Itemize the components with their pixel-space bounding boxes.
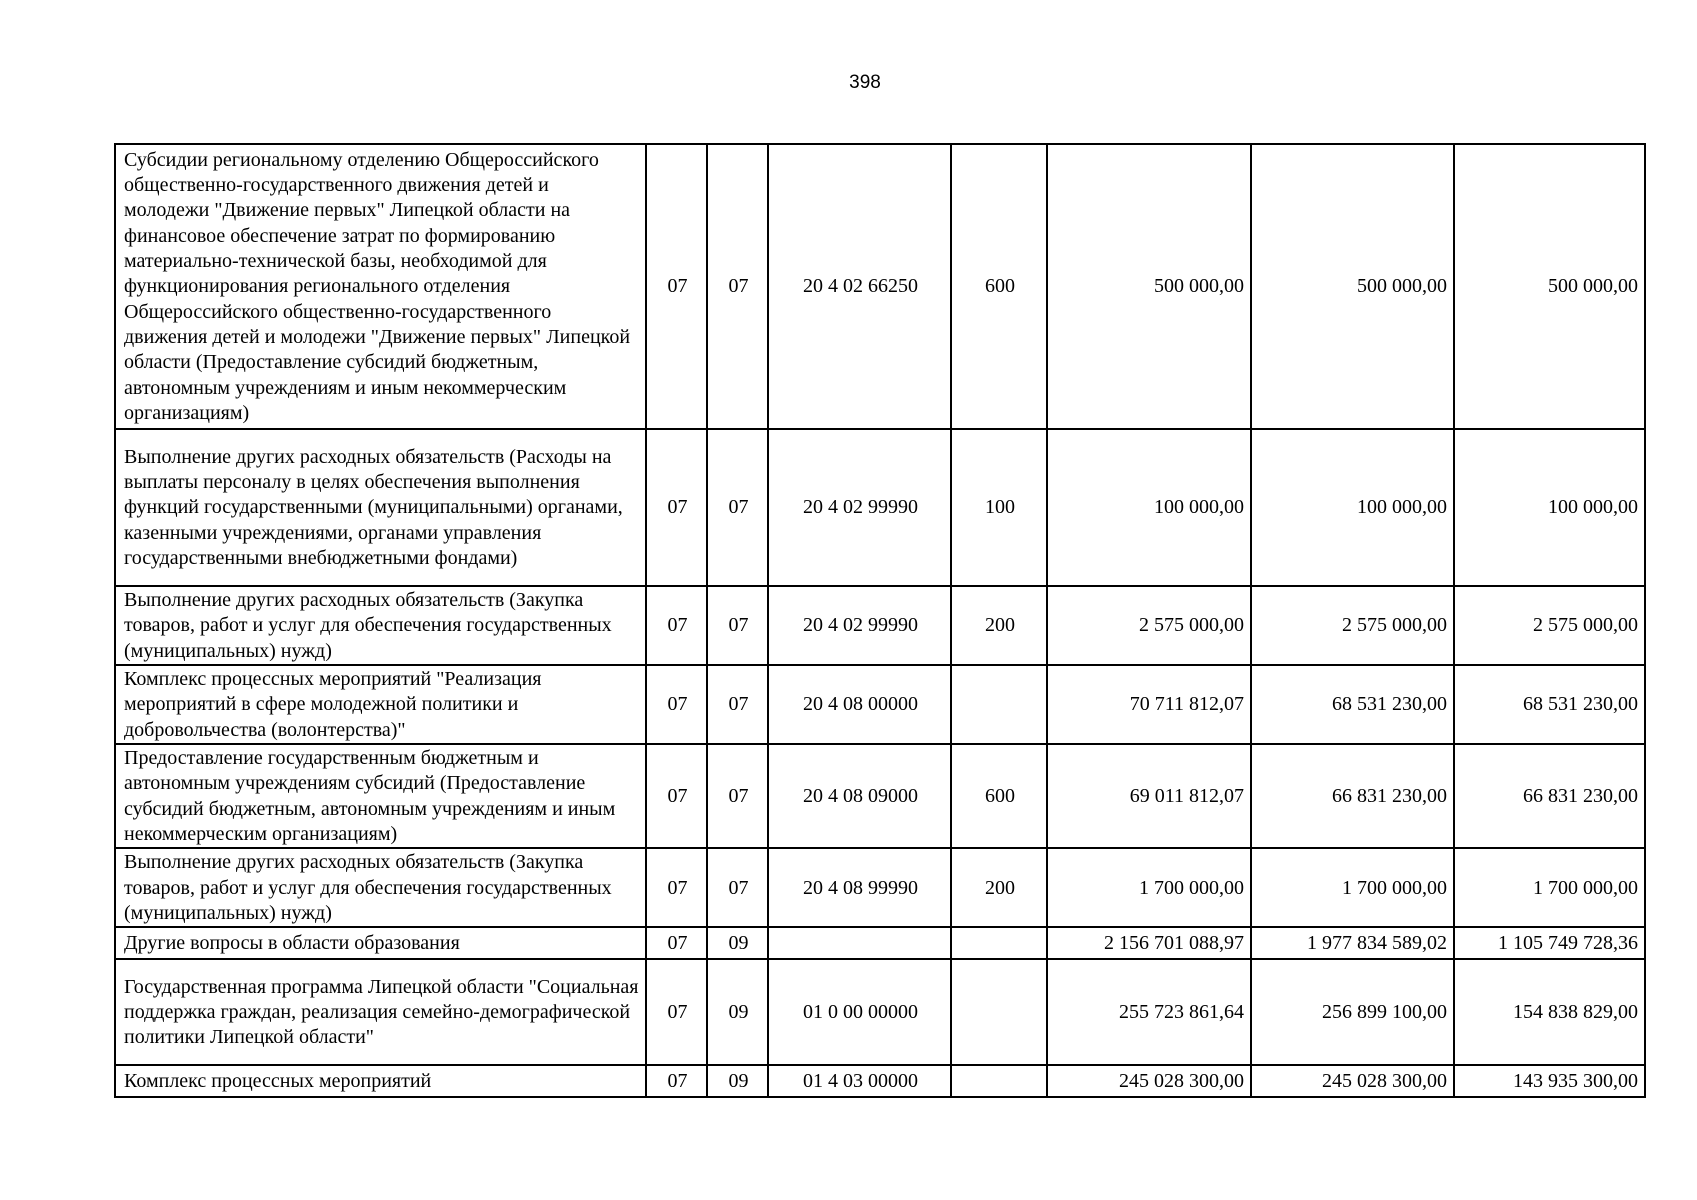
row-subsection: 07 [707, 665, 768, 744]
table-row [115, 665, 1645, 744]
row-section: 07 [646, 848, 707, 927]
row-section: 07 [646, 927, 707, 959]
row-sum-2: 66 831 230,00 [1251, 744, 1454, 848]
row-expense-type [951, 927, 1047, 959]
row-subsection: 07 [707, 429, 768, 586]
row-sum-3: 100 000,00 [1454, 429, 1645, 586]
row-sum-1: 255 723 861,64 [1047, 959, 1251, 1065]
row-sum-1: 69 011 812,07 [1047, 744, 1251, 848]
row-sum-2: 2 575 000,00 [1251, 586, 1454, 665]
row-sum-2: 100 000,00 [1251, 429, 1454, 586]
row-sum-3: 68 531 230,00 [1454, 665, 1645, 744]
row-sum-3: 1 700 000,00 [1454, 848, 1645, 927]
table-row [115, 586, 1645, 665]
table-row [115, 429, 1645, 586]
row-sum-1: 245 028 300,00 [1047, 1065, 1251, 1097]
page-number: 398 [849, 72, 881, 93]
row-subsection: 07 [707, 144, 768, 429]
row-section: 07 [646, 665, 707, 744]
row-section: 07 [646, 144, 707, 429]
row-subsection: 09 [707, 1065, 768, 1097]
table-row [115, 1065, 1645, 1097]
row-sum-3: 2 575 000,00 [1454, 586, 1645, 665]
row-name: Выполнение других расходных обязательств (Закупка товаров, работ и услуг для обеспечения государственных (муниципальных) нужд) [115, 848, 646, 927]
row-section: 07 [646, 959, 707, 1065]
row-target-article [768, 927, 951, 959]
row-section: 07 [646, 586, 707, 665]
row-subsection: 07 [707, 744, 768, 848]
row-sum-1: 500 000,00 [1047, 144, 1251, 429]
row-target-article: 20 4 02 66250 [768, 144, 951, 429]
table-row [115, 848, 1645, 927]
row-subsection: 07 [707, 586, 768, 665]
row-expense-type: 200 [951, 586, 1047, 665]
row-subsection: 09 [707, 959, 768, 1065]
row-subsection: 07 [707, 848, 768, 927]
row-name: Другие вопросы в области образования [115, 927, 646, 959]
row-name: Комплекс процессных мероприятий "Реализация мероприятий в сфере молодежной политики и добровольчества (волонтерства)" [115, 665, 646, 744]
row-name: Государственная программа Липецкой области "Социальная поддержка граждан, реализация семейно-демографической политики Липецкой области" [115, 959, 646, 1065]
row-target-article: 20 4 08 00000 [768, 665, 951, 744]
row-section: 07 [646, 744, 707, 848]
row-sum-3: 1 105 749 728,36 [1454, 927, 1645, 959]
row-target-article: 20 4 02 99990 [768, 586, 951, 665]
budget-table [114, 143, 1646, 1098]
row-sum-2: 245 028 300,00 [1251, 1065, 1454, 1097]
row-sum-3: 143 935 300,00 [1454, 1065, 1645, 1097]
row-sum-2: 68 531 230,00 [1251, 665, 1454, 744]
row-name: Предоставление государственным бюджетным и автономным учреждениям субсидий (Предоставление субсидий бюджетным, автономным учреждениям и иным некоммерческим организациям) [115, 744, 646, 848]
row-expense-type [951, 1065, 1047, 1097]
row-target-article: 20 4 08 99990 [768, 848, 951, 927]
row-target-article: 20 4 02 99990 [768, 429, 951, 586]
row-expense-type: 600 [951, 144, 1047, 429]
row-name: Выполнение других расходных обязательств (Закупка товаров, работ и услуг для обеспечения государственных (муниципальных) нужд) [115, 586, 646, 665]
row-sum-1: 100 000,00 [1047, 429, 1251, 586]
row-sum-2: 1 700 000,00 [1251, 848, 1454, 927]
row-section: 07 [646, 429, 707, 586]
row-expense-type [951, 959, 1047, 1065]
row-sum-1: 2 156 701 088,97 [1047, 927, 1251, 959]
row-subsection: 09 [707, 927, 768, 959]
row-sum-2: 1 977 834 589,02 [1251, 927, 1454, 959]
row-section: 07 [646, 1065, 707, 1097]
row-target-article: 01 4 03 00000 [768, 1065, 951, 1097]
row-sum-3: 154 838 829,00 [1454, 959, 1645, 1065]
row-sum-1: 70 711 812,07 [1047, 665, 1251, 744]
table-row [115, 744, 1645, 848]
row-sum-1: 2 575 000,00 [1047, 586, 1251, 665]
row-name: Комплекс процессных мероприятий [115, 1065, 646, 1097]
row-name: Субсидии региональному отделению Общероссийского общественно-государственного движения детей и молодежи "Движение первых" Липецкой области на финансовое обеспечение затрат по формированию материально-технической базы, необходимой для функционирования регионального отделения Общероссийского общественно-государственного движения детей и молодежи "Движение первых" Липецкой области (Предоставление субсидий бюджетным, автономным учреждениям и иным некоммерческим организациям) [115, 144, 646, 429]
table-row [115, 959, 1645, 1065]
row-expense-type: 200 [951, 848, 1047, 927]
row-sum-2: 500 000,00 [1251, 144, 1454, 429]
row-target-article: 01 0 00 00000 [768, 959, 951, 1065]
row-name: Выполнение других расходных обязательств (Расходы на выплаты персоналу в целях обеспечения выполнения функций государственными (муниципальными) органами, казенными учреждениями, органами управления государственными внебюджетными фондами) [115, 429, 646, 586]
table-row [115, 927, 1645, 959]
row-sum-1: 1 700 000,00 [1047, 848, 1251, 927]
table-row [115, 144, 1645, 429]
row-target-article: 20 4 08 09000 [768, 744, 951, 848]
row-sum-2: 256 899 100,00 [1251, 959, 1454, 1065]
row-sum-3: 66 831 230,00 [1454, 744, 1645, 848]
row-expense-type: 600 [951, 744, 1047, 848]
row-sum-3: 500 000,00 [1454, 144, 1645, 429]
row-expense-type: 100 [951, 429, 1047, 586]
row-expense-type [951, 665, 1047, 744]
